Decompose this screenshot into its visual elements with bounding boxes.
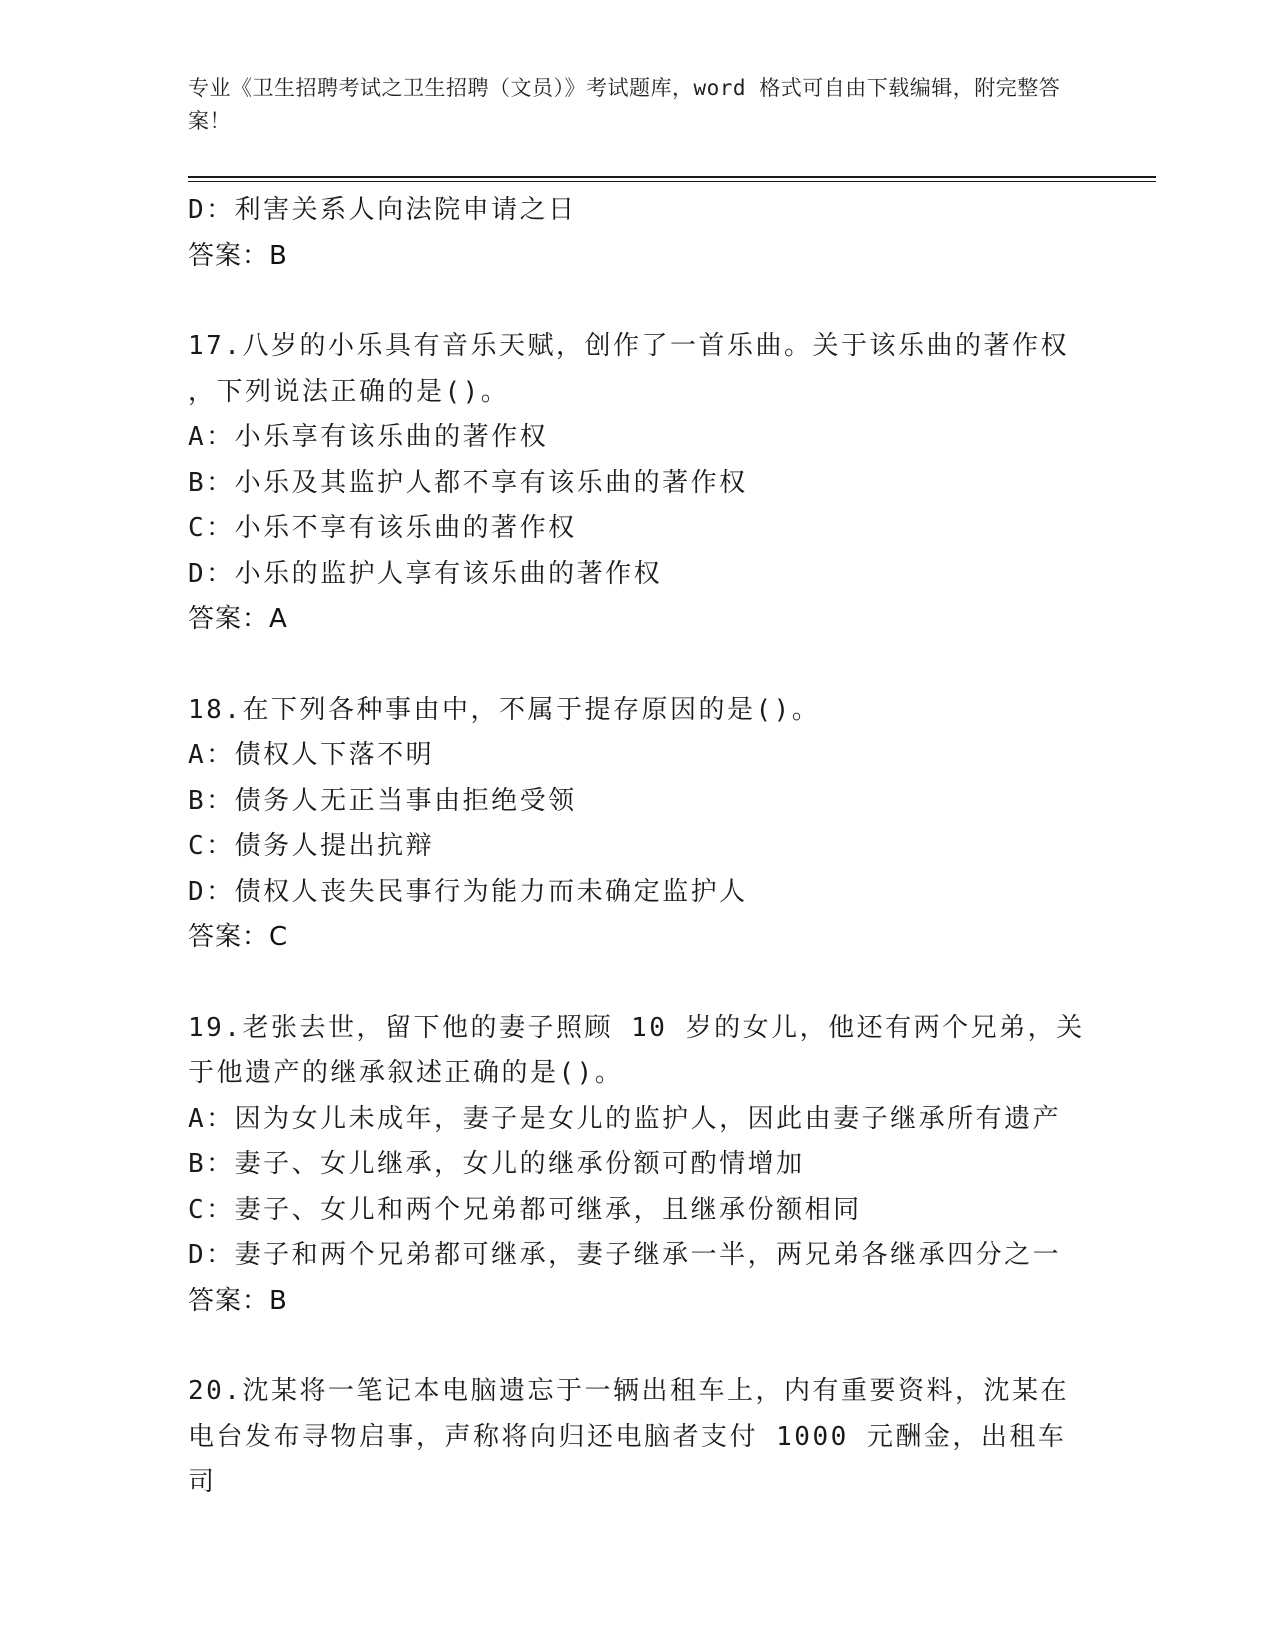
option-d: D：小乐的监护人享有该乐曲的著作权 [188, 558, 663, 589]
question-20 [188, 1369, 1088, 1506]
option-c: C：债务人提出抗辩 [188, 831, 435, 861]
option-a: A：小乐享有该乐曲的著作权 [188, 422, 549, 452]
document-header-note: 专业《卫生招聘考试之卫生招聘（文员）》考试题库，word 格式可自由下载编辑，附完整答案！ [188, 76, 1061, 133]
question-stem-line: 20.沈某将一笔记本电脑遗忘于一辆出租车上，内有重要资料，沈某在 [188, 1376, 1069, 1406]
answer-line: 答案：C [188, 922, 289, 952]
option-a: A：因为女儿未成年，妻子是女儿的监护人，因此由妻子继承所有遗产 [188, 1103, 1062, 1134]
answer-line: 答案：B [188, 240, 288, 271]
question-17 [188, 324, 1088, 643]
question-stem-line: 17.八岁的小乐具有音乐天赋，创作了一首乐曲。关于该乐曲的著作权 [188, 331, 1069, 361]
question-18 [188, 688, 1088, 961]
question-stem-line: 19.老张去世，留下他的妻子照顾 10 岁的女儿，他还有两个兄弟，关 [188, 1012, 1085, 1043]
option-b: B：妻子、女儿继承，女儿的继承份额可酌情增加 [188, 1149, 805, 1179]
question-stem-line: 电台发布寻物启事，声称将向归还电脑者支付 1000 元酬金，出租车司 [188, 1421, 1067, 1497]
option-d: D：利害关系人向法院申请之日 [188, 195, 577, 225]
answer-line: 答案：A [188, 604, 288, 634]
header-divider-thin [188, 181, 1156, 182]
header-divider-thick [188, 176, 1156, 178]
option-b: B：债务人无正当事由拒绝受领 [188, 785, 577, 816]
question-content [188, 188, 1088, 1506]
option-c: C：小乐不享有该乐曲的著作权 [188, 513, 577, 543]
option-c: C：妻子、女儿和两个兄弟都可继承，且继承份额相同 [188, 1194, 862, 1225]
question-stem-line: 18.在下列各种事由中，不属于提存原因的是()。 [188, 694, 821, 725]
option-d: D：债权人丧失民事行为能力而未确定监护人 [188, 876, 748, 907]
question-stem-line: 于他遗产的继承叙述正确的是()。 [188, 1058, 624, 1088]
previous-question-tail [188, 188, 1088, 279]
option-d: D：妻子和两个兄弟都可继承，妻子继承一半，两兄弟各继承四分之一 [188, 1240, 1062, 1270]
option-a: A：债权人下落不明 [188, 740, 435, 770]
option-b: B：小乐及其监护人都不享有该乐曲的著作权 [188, 467, 748, 498]
question-stem-line: ，下列说法正确的是()。 [188, 376, 510, 407]
question-19 [188, 1006, 1088, 1325]
answer-line: 答案：B [188, 1285, 288, 1316]
